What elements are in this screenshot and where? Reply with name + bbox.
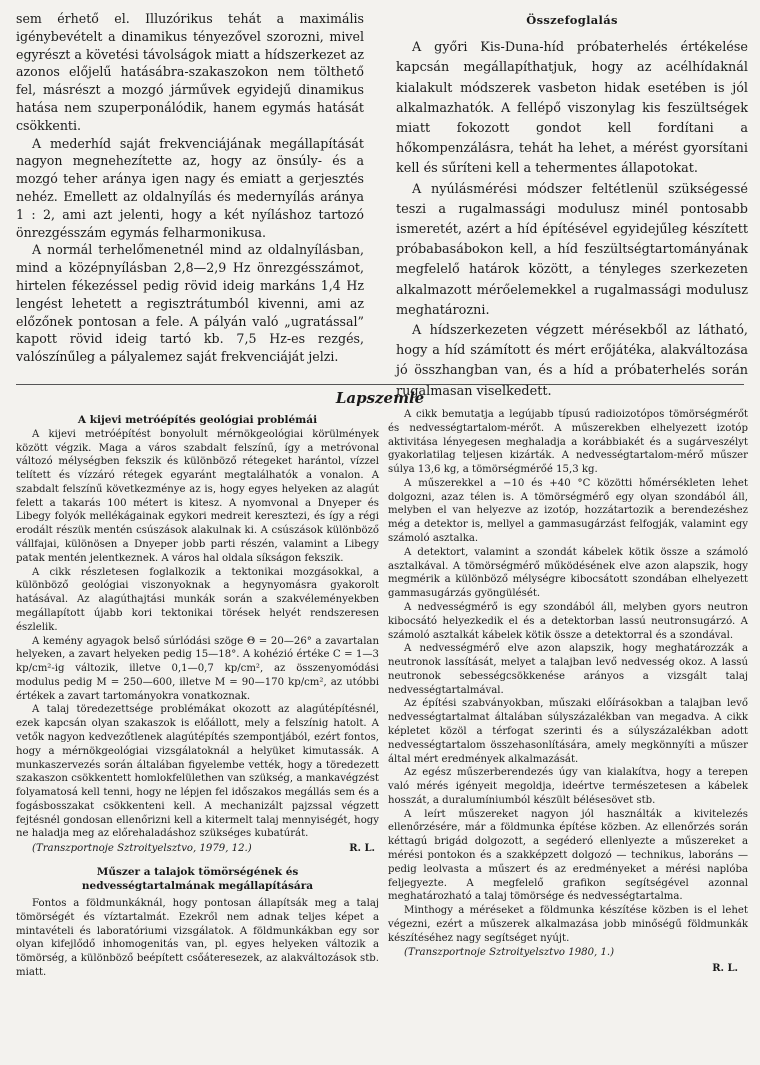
signature: R. L. [349, 843, 375, 855]
article-title [16, 866, 379, 893]
signature: R. L. [712, 963, 738, 975]
review-right-column [388, 408, 748, 976]
paragraph: Minthogy a méréseket a földmunka készítése közben is el lehet végezni, ezért a műszerek alkalmazása jobb minőségű földmunkák készítéséhez nagy segítséget nyújt. [388, 905, 748, 944]
summary-column [396, 10, 748, 402]
paragraph: A detektort, valamint a szondát kábelek kötik össze a számoló asztalkával. A tömörségmérő működésének elve azon alapszik, hogy megmérik a különböző mélységre kibocsátott szondában elhelyezett gammasugárzás gyöngülését. [388, 546, 748, 600]
paragraph: A leírt műszereket nagyon jól használták a kivitelezés ellenőrzésére, már a földmunka építése közben. Az ellenőrzés során kéttagú brigád dolgozott, a segéderó ellenlyezte a műszereket a mérési pontokon és a szakképzett dolgozó — technikus, laboráns — pedig leolvasta a műszert és az eredményeket a mérési naplóba feljegyezte. A megfelelő grafikon segítségével azonnal meghatározható a talaj tömörsége és nedvességtartalma. [388, 808, 748, 903]
paragraph: Fontos a földmunkáknál, hogy pontosan állapítsák meg a talaj tömörségét és víztartalmát. Ezekről nem adnak teljes képet a mintavételi és laboratóriumi vizsgálatok. A földmunkákban egy sor olyan kifejlődő inhomogenitás van, pl. egyes helyeken változik a tömörség, a különböző beépített csőáteresezek, az alakváltozások stb. miatt. [16, 898, 379, 978]
section-title: Lapszemle [335, 389, 425, 407]
divider [16, 384, 744, 385]
paragraph: A kemény agyagok belső súrlódási szöge Θ = 20—26° a zavartalan helyeken, a zavart helyeken pedig 15—18°. A kohézió értéke C = 1—3 kp/cm²-ig változik, illetve 0,1—0,7 kp/cm², az összenyomódási modulus pedig M = 250—600, illetve M = 90—170 kp/cm², az utóbbi értékek a zavart tartományokra vonatkoznak. [16, 635, 379, 702]
paragraph: A műszerekkel a −10 és +40 °C közötti hőmérsékleten lehet dolgozni, azaz télen is. A tömörségmérő egy olyan szondából áll, melyben el van helyezve az izotóp, hozzátartozik a berendezéshez még a detektor is, mellyel a gammasugárzást felfogják, valamint egy számoló asztalka. [388, 477, 748, 545]
paragraph: A nedvességmérő is egy szondából áll, melyben gyors neutron kibocsátó helyezkedik el és a detektorban lassú neutronsugárzó. A számoló asztalkát kábelek kötik össze a detektorral és a szondával. [388, 601, 748, 641]
citation-row [16, 842, 379, 856]
paragraph: Az építési szabványokban, műszaki előírásokban a talajban levő nedvességtartalmat általában súlyszázalékban van megadva. A cikk képletet közöl a térfogat szerinti és a súlyszázalékban adott nedvességtartalom összehasonlítására, amely megkönnyíti a műszer által mért eredmények alkalmazását. [388, 698, 748, 765]
top-left-column [16, 10, 364, 366]
review-left-column [16, 414, 379, 980]
article-title-line: Műszer a talajok tömörségének és [96, 866, 299, 878]
paragraph: A hídszerkezeten végzett mérésekből az látható, hogy a híd számított és mért erőjátéka, alakváltozása jó összhangban van, és a híd a próbaterhelés során rugalmasan viselkedett. [396, 323, 748, 399]
paragraph: A talaj töredezettsége problémákat okozott az alagútépítésnél, ezek kapcsán olyan szakaszok is előállott, mely a felszínig hatolt. A vetők nagyon kedvezőtlenek alagútépítés szempontjából, ezért fontos, hogy a mérnökgeológiai vizsgálatoknál a helyüket kimutassák. A munkaszervezés során általában figyelembe vették, hogy a töredezett szakaszon csökkentett homlokfelülethen van szükség, a mankavégzést folyamatosá kell tenni, hogy ne lépjen fel időszakos megállás sem és a fogásbosszakat csökkenteni kell. A mechanizált pajzssal végzett fejtésnél gondosan ellenőrizni kell a kitermelt talaj mennyiségét, hogy ne haladja meg az előrehaladáshoz szükséges kubatúrát. [16, 704, 379, 840]
citation: (Transzportnoje Sztroityelsztvo 1980, 1.) [404, 947, 615, 959]
article-title: A kijevi metróépítés geológiai problémái [77, 414, 318, 426]
citation-row [388, 946, 748, 960]
paragraph: A normál terhelőmenetnél mind az oldalnyílásban, mind a középnyílásban 2,8—2,9 Hz önrezgésszámot, hirtelen fékezéssel pedig rövid ideig markáns 1,4 Hz lengést lehetett a regisztrátumból kivenni, ami az előzőnek pontosan a fele. A pályán való „ugratással” kapott rövid ideig tartó kb. 7,5 Hz-es rezgés, valószínűleg a pályalemez saját frekvenciáját jelzi. [16, 242, 364, 365]
paragraph: A cikk részletesen foglalkozik a tektonikai mozgásokkal, a különböző geológiai viszonyoknak a hegynyomásra gyakorolt hatásával. Az alagúthajtási munkák során a szakvéleményekben megállapított újabb kori tektonikai törések helyét rendszeresen észlelik. [16, 566, 379, 633]
paragraph: A kijevi metróépítést bonyolult mérnökgeológiai körülmények között végzik. Maga a város szabdalt felszínű, így a metróvonal változó mélységben fekszik és különböző rétegeket harántol, vízzel telített és vízzáró rétegek egyaránt megtalálhatók a vonalon. A szabdalt felszínű következménye az is, hogy egyes helyeken az alagút felett a takarás 100 métert is kitesz. A nyomvonal a Dnyeper és Libegy folyók mellékágainak egykori medreit keresztezi, és így a régi erodált részük mentén csúszások alakulnak ki. A csúszások különböző vállfajai, különösen a Dnyeper jobb parti részén, valamint a Libegy patak mentén jelentkeznek. A város hal oldala síkságon fekszik. [16, 428, 379, 564]
paragraph: sem érhető el. Illuzórikus tehát a maximális igénybevételt a dinamikus tényezővel szorozni, mivel egyrészt a követési távolságok miatt a hídszerkezet az azonos előjelű hatásábra-szakaszokon nem tölthető fel, másrészt a mozgó járművek egyidejű dinamikus hatása nem szuperponálódik, hanem egymás hatását csökkenti. [16, 11, 364, 133]
paragraph: A nedvességmérő elve azon alapszik, hogy meghatározzák a neutronok lassítását, melyet a talajban levő nedvesség okoz. A lassú neutronok sebességcsökkenése arányos a vizsgált talaj nedvességtartalmával. [388, 643, 748, 696]
summary-heading: Összefoglalás [526, 13, 618, 27]
paragraph: A mederhíd saját frekvenciájának megállapítását nagyon megnehezítette az, hogy az önsúly- és a mozgó teher aránya igen nagy és emiatt a gerjesztés nehéz. Emellett az oldalnyílás és medernyílás aránya 1 : 2, ami azt jelenti, hogy a két nyíláshoz tartozó önrezgésszám egymás felharmonikusa. [16, 135, 364, 240]
citation: (Transzportnoje Sztroityelsztvo, 1979, 12.) [32, 843, 252, 855]
paragraph: Az egész műszerberendezés úgy van kialakítva, hogy a terepen való mérés igényeit megoldja, ideértve természetesen a kábelek hosszát, a duralumíniumból készült bélésesövet stb. [388, 767, 748, 806]
paragraph: A győri Kis-Duna-híd próbaterhelés értékelése kapcsán megállapíthatjuk, hogy az acélhídaknál kialakult módszerek vasbeton hidak esetében is jól alkalmazhatók. A fellépő viszonylag kis feszültségek miatt fokozott gondot kell fordítani a hőkompenzálásra, tehát ha lehet, a mérést gyorsítani kell és sűríteni kell a tehermentes állapotokat. [396, 40, 748, 177]
article-title-line: nedvességtartalmának megállapítására [81, 879, 314, 892]
paragraph: A nyúlásmérési módszer feltétlenül szükségessé teszi a rugalmassági modulusz minél pontosabb ismeretét, azért a híd építésével egyidejűleg készített próbabasábokon kell, a híd feszültségtartományának megfelelő határok között, a tényleges szerkezeten alkalmazott mérőelemekkel a rugalmassági modulusz meghatározni. [396, 181, 748, 318]
paragraph: A cikk bemutatja a legújabb típusú radioizotópos tömörségmérőt és nedvességtartalom-mérőt. A műszerekben elhelyezett izotóp aktivitása lényegesen meghaladja a korábbiakét és a sugárveszélyt gyakorlatilag teljesen kizárták. A nedvességtartalom-mérő műszer súlya 13,6 kg, a tömörségmérőé 15,3 kg. [388, 409, 748, 476]
